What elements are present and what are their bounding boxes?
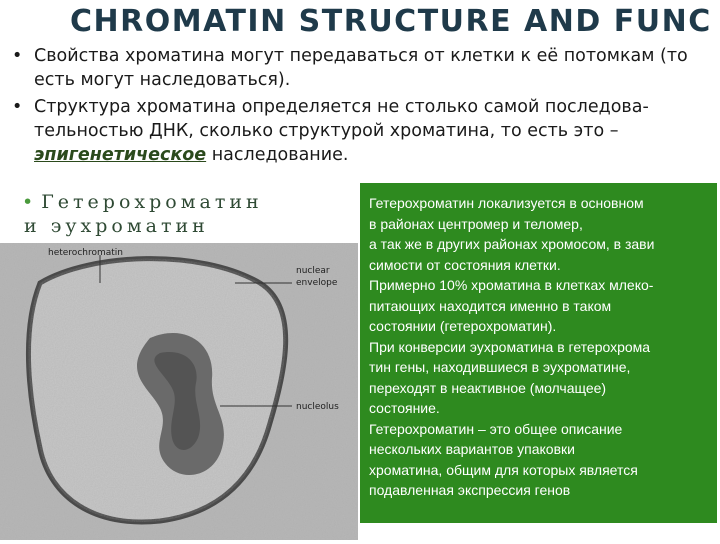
info-line: нескольких вариантов упаковки	[369, 441, 575, 457]
bullet-heredity	[10, 44, 715, 92]
label-nuclear: nuclear	[296, 266, 330, 276]
bullet-list	[10, 44, 715, 170]
info-line: питающих находится именно в таком	[369, 297, 612, 314]
info-line: При конверсии эухроматина в гетерохрома	[369, 338, 651, 355]
info-line: тин гены, находившиеся в эухроматине,	[369, 359, 631, 375]
info-line: а так же в других районах хромосом, в зави	[369, 236, 655, 252]
info-line: Примерно 10% хроматина в клетках млеко-	[369, 277, 654, 293]
info-line: хроматина, общим для которых является	[369, 461, 638, 478]
slide-title: CHROMATIN STRUCTURE AND FUNC	[70, 4, 712, 39]
info-line: состояние.	[369, 400, 440, 416]
info-line: в районах центромер и теломер,	[369, 215, 583, 232]
epigenetic-term: эпигенетическое	[34, 145, 207, 165]
bullet-dot-icon: •	[12, 97, 23, 117]
micrograph-image	[0, 243, 358, 540]
bullet-text-1: Свойства хроматина могут передаваться от клетки к её потомкам (то есть могут наследоваться).	[34, 46, 688, 90]
bullet-text-2-end: наследование.	[211, 145, 349, 165]
info-line: симости от состояния клетки.	[369, 256, 561, 273]
label-nucleolus: nucleolus	[296, 402, 339, 412]
info-line: Гетерохроматин – это общее описание	[369, 420, 623, 437]
bullet-epigenetic	[10, 95, 715, 167]
subheading-line-1: Гетерохроматин	[41, 191, 263, 213]
info-line: подавленная экспрессия генов	[369, 482, 571, 498]
micrograph-figure	[0, 243, 358, 540]
bullet-dot-icon: •	[12, 46, 23, 66]
subheading-line-2: и эухроматин	[24, 215, 209, 237]
info-line: Гетерохроматин локализуется в основном	[369, 195, 644, 211]
label-heterochromatin: heterochromatin	[48, 248, 123, 258]
info-line: переходят в неактивное (молчащее)	[369, 379, 607, 396]
bullet-dot-icon: •	[22, 191, 38, 213]
heterochromatin-info-box	[360, 183, 717, 523]
info-line: состоянии (гетерохроматин).	[369, 318, 557, 334]
subheading	[22, 190, 302, 238]
bullet-text-2: Структура хроматина определяется не столько самой последова-тельностью ДНК, сколько структурой хроматина, то есть это –	[34, 97, 649, 141]
label-envelope: envelope	[296, 278, 338, 288]
